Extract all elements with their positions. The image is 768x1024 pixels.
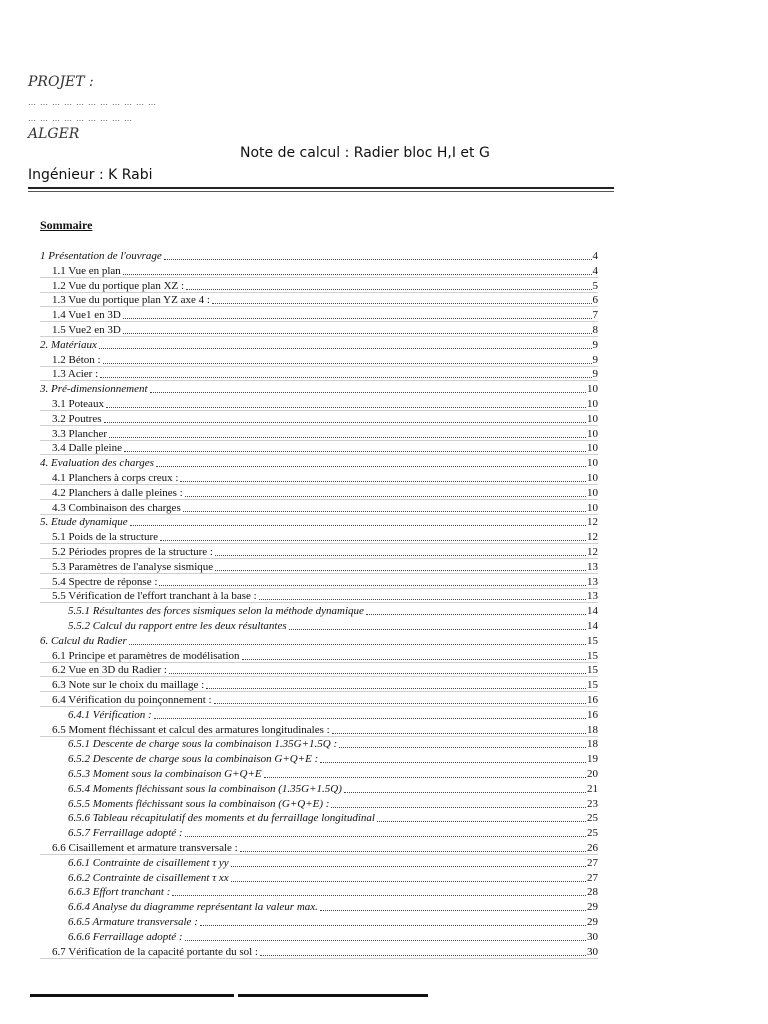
toc-entry[interactable]: [40, 780, 598, 795]
document-title: Note de calcul : Radier bloc H,I et G: [240, 145, 490, 161]
toc-entry-page: 10: [587, 472, 598, 484]
toc-entry-page: 15: [587, 679, 598, 692]
toc-entry-label: 5.4 Spectre de réponse :: [52, 575, 158, 588]
toc-dot-leader: [186, 288, 591, 290]
toc-entry-page: 30: [587, 945, 598, 958]
toc-entry-page: 13: [587, 560, 598, 573]
toc-dot-leader: [164, 258, 592, 260]
toc-entry-page: 8: [592, 324, 598, 336]
toc-entry[interactable]: [40, 528, 598, 544]
toc-entry-page: 20: [587, 768, 598, 780]
toc-entry-page: 12: [587, 531, 598, 544]
toc-entry[interactable]: [40, 410, 598, 426]
toc-dot-leader: [320, 761, 586, 763]
toc-entry[interactable]: [40, 928, 598, 943]
toc-entry[interactable]: [40, 365, 598, 381]
project-address-placeholder: … … … … … … … … …: [28, 114, 133, 123]
toc-entry[interactable]: [40, 291, 598, 307]
toc-dot-leader: [185, 495, 586, 497]
toc-entry[interactable]: [40, 395, 598, 411]
toc-entry-page: 9: [592, 368, 598, 381]
toc-entry-page: 10: [587, 457, 598, 470]
toc-entry-label: 6.5.4 Moments fléchissant sous la combinaison (1.35G+1.5Q): [68, 782, 342, 795]
project-name-placeholder: … … … … … … … … … … …: [28, 98, 157, 107]
toc-dot-leader: [156, 465, 586, 467]
toc-dot-leader: [104, 421, 587, 423]
toc-entry-page: 10: [587, 412, 598, 425]
toc-entry[interactable]: [40, 321, 598, 337]
toc-dot-leader: [154, 717, 586, 719]
toc-dot-leader: [124, 450, 586, 452]
toc-entry-label: 1.5 Vue2 en 3D: [52, 324, 121, 336]
toc-dot-leader: [106, 406, 586, 408]
toc-entry-page: 10: [587, 398, 598, 410]
toc-entry[interactable]: [40, 425, 598, 441]
toc-entry-page: 18: [587, 738, 598, 751]
toc-entry-label: 6.5.5 Moments fléchissant sous la combinaison (G+Q+E) :: [68, 797, 330, 810]
toc-entry-page: 10: [587, 383, 598, 396]
toc-entry-page: 30: [587, 930, 598, 943]
toc-dot-leader: [214, 702, 586, 704]
toc-dot-leader: [129, 643, 586, 645]
toc-entry[interactable]: [40, 869, 598, 884]
toc-entry-page: 13: [587, 575, 598, 588]
toc-dot-leader: [231, 880, 586, 882]
toc-entry-page: 6: [592, 294, 598, 307]
toc-entry-label: 5.5.1 Résultantes des forces sismiques selon la méthode dynamique: [68, 605, 364, 618]
toc-dot-leader: [185, 835, 586, 837]
toc-dot-leader: [289, 628, 586, 630]
toc-dot-leader: [206, 687, 586, 689]
toc-dot-leader: [240, 850, 586, 852]
toc-dot-leader: [339, 746, 586, 748]
toc-entry[interactable]: [40, 735, 598, 750]
toc-entry-page: 25: [587, 827, 598, 840]
toc-entry-label: 6.5.6 Tableau récapitulatif des moments et du ferraillage longitudinal: [68, 812, 375, 825]
toc-entry[interactable]: [40, 883, 598, 898]
toc-dot-leader: [185, 939, 586, 941]
toc-dot-leader: [331, 806, 586, 808]
toc-entry[interactable]: [40, 262, 598, 278]
toc-entry-page: 15: [587, 649, 598, 662]
footer-rule-right: [238, 994, 428, 997]
toc-entry[interactable]: [40, 513, 598, 528]
toc-entry[interactable]: [40, 691, 598, 707]
toc-entry[interactable]: [40, 617, 598, 632]
toc-dot-leader: [130, 524, 586, 526]
toc-entry[interactable]: [40, 647, 598, 663]
toc-entry[interactable]: [40, 336, 598, 351]
city-label: ALGER: [28, 126, 80, 142]
toc-entry-label: 5.2 Périodes propres de la structure :: [52, 546, 213, 558]
toc-dot-leader: [200, 924, 586, 926]
project-label: PROJET :: [28, 74, 94, 90]
toc-entry-page: 29: [587, 916, 598, 928]
toc-entry-page: 26: [587, 842, 598, 854]
toc-entry-page: 14: [587, 620, 598, 632]
toc-entry-page: 14: [587, 605, 598, 618]
toc-entry[interactable]: [40, 750, 598, 765]
toc-entry[interactable]: [40, 632, 598, 647]
toc-entry-label: 6.3 Note sur le choix du maillage :: [52, 679, 205, 692]
toc-entry[interactable]: [40, 898, 598, 913]
toc-entry-label: 1.3 Vue du portique plan YZ axe 4 :: [52, 294, 210, 307]
toc-entry-label: 4.3 Combinaison des charges: [52, 501, 181, 514]
toc-entry-page: 10: [587, 427, 598, 440]
toc-entry-page: 29: [587, 901, 598, 914]
toc-entry-page: 12: [587, 546, 598, 558]
toc-entry[interactable]: [40, 484, 598, 500]
toc-dot-leader: [169, 672, 586, 674]
toc-dot-leader: [123, 273, 592, 275]
toc-entry-label: 5.3 Paramètres de l'analyse sismique: [52, 560, 214, 573]
toc-entry-label: 1.4 Vue1 en 3D: [52, 309, 121, 322]
toc-dot-leader: [215, 569, 586, 571]
toc-dot-leader: [212, 302, 592, 304]
toc-entry-page: 16: [587, 708, 598, 721]
toc-entry[interactable]: [40, 247, 598, 262]
toc-entry-label: 6.6.1 Contrainte de cisaillement τ yy: [68, 856, 229, 869]
toc-entry-label: 6. Calcul du Radier: [40, 634, 127, 647]
toc-entry[interactable]: [40, 380, 598, 395]
toc-dot-leader: [150, 391, 586, 393]
toc-dot-leader: [160, 539, 586, 541]
toc-entry-label: 3.4 Dalle pleine: [52, 442, 122, 455]
toc-dot-leader: [99, 347, 592, 349]
toc-entry-label: 3. Pré-dimensionnement: [40, 383, 148, 396]
toc-entry[interactable]: [40, 854, 598, 869]
toc-entry-page: 15: [587, 664, 598, 677]
toc-entry-page: 13: [587, 590, 598, 603]
header-rule-thin: [28, 191, 614, 192]
toc-entry-page: 4: [592, 250, 598, 262]
toc-entry[interactable]: [40, 469, 598, 485]
toc-entry[interactable]: [40, 943, 598, 959]
toc-dot-leader: [109, 436, 586, 438]
toc-entry[interactable]: [40, 587, 598, 603]
toc-entry-label: 3.2 Poutres: [52, 412, 102, 425]
toc-entry-label: 6.5.2 Descente de charge sous la combinaison G+Q+E :: [68, 753, 319, 766]
toc-entry[interactable]: [40, 306, 598, 322]
toc-dot-leader: [159, 584, 586, 586]
toc-dot-leader: [123, 332, 592, 334]
toc-entry-page: 9: [592, 353, 598, 366]
toc-entry[interactable]: [40, 602, 598, 617]
toc-entry[interactable]: [40, 499, 598, 515]
toc-entry-page: 23: [587, 797, 598, 810]
toc-dot-leader: [215, 554, 586, 556]
toc-entry-label: 5.5.2 Calcul du rapport entre les deux résultantes: [68, 620, 287, 632]
toc-entry-label: 5.5 Vérification de l'effort tranchant à la base :: [52, 590, 257, 603]
toc-entry[interactable]: [40, 765, 598, 780]
toc-entry-label: 6.6.3 Effort tranchant :: [68, 886, 171, 899]
toc-entry-label: 3.1 Poteaux: [52, 398, 104, 410]
toc-entry-label: 3.3 Plancher: [52, 427, 107, 440]
toc-dot-leader: [242, 658, 586, 660]
toc-dot-leader: [231, 865, 586, 867]
toc-entry[interactable]: [40, 661, 598, 677]
toc-entry-label: 6.6 Cisaillement et armature transversale :: [52, 842, 238, 854]
toc-entry[interactable]: [40, 795, 598, 810]
toc-entry[interactable]: [40, 558, 598, 574]
toc-entry-page: 19: [587, 753, 598, 766]
toc-dot-leader: [259, 598, 586, 600]
toc-dot-leader: [377, 820, 586, 822]
toc-dot-leader: [180, 480, 586, 482]
footer-rule-left: [30, 994, 234, 997]
toc-entry-page: 10: [587, 442, 598, 455]
toc-entry-label: 6.4.1 Vérification :: [68, 708, 152, 721]
toc-entry-page: 25: [587, 812, 598, 825]
toc-entry-page: 18: [587, 723, 598, 736]
toc-entry-page: 10: [587, 486, 598, 499]
toc-entry-label: 1.2 Béton :: [52, 353, 101, 366]
toc-entry-label: 2. Matériaux: [40, 338, 97, 351]
toc-entry[interactable]: [40, 543, 598, 559]
toc-entry-label: 6.5.7 Ferraillage adopté :: [68, 827, 183, 840]
toc-entry-label: 4.1 Planchers à corps creux :: [52, 472, 179, 484]
toc-entry-label: 4.2 Planchers à dalle pleines :: [52, 486, 183, 499]
toc-entry-page: 4: [592, 264, 598, 277]
toc-entry-label: 1.2 Vue du portique plan XZ :: [52, 279, 185, 292]
toc-dot-leader: [332, 732, 586, 734]
toc-dot-leader: [260, 954, 586, 956]
toc-entry[interactable]: [40, 439, 598, 455]
toc-entry-label: 5.1 Poids de la structure: [52, 531, 159, 544]
toc-entry-label: 4. Evaluation des charges: [40, 457, 154, 470]
toc-dot-leader: [264, 776, 586, 778]
toc-entry-page: 9: [592, 338, 598, 351]
toc-entry-label: 6.6.5 Armature transversale :: [68, 916, 198, 928]
toc-entry[interactable]: [40, 706, 598, 721]
toc-entry-label: 6.5 Moment fléchissant et calcul des armatures longitudinales :: [52, 723, 330, 736]
toc-entry[interactable]: [40, 913, 598, 928]
summary-title: Sommaire: [40, 218, 93, 232]
toc-entry-page: 27: [587, 871, 598, 884]
toc-entry[interactable]: [40, 676, 598, 692]
toc-entry[interactable]: [40, 277, 598, 293]
toc-entry-page: 27: [587, 856, 598, 869]
toc-entry-label: 6.6.4 Analyse du diagramme représentant la valeur max.: [68, 901, 318, 914]
toc-entry-label: 6.7 Vérification de la capacité portante du sol :: [52, 945, 258, 958]
toc-entry-page: 10: [587, 501, 598, 514]
toc-dot-leader: [123, 317, 592, 319]
toc-entry-label: 1.1 Vue en plan: [52, 264, 121, 277]
toc-entry-label: 1.3 Acier :: [52, 368, 99, 381]
toc-entry[interactable]: [40, 839, 598, 855]
toc-entry-page: 12: [587, 516, 598, 529]
toc-entry-label: 6.5.1 Descente de charge sous la combinaison 1.35G+1.5Q :: [68, 738, 338, 751]
toc-entry-label: 6.4 Vérification du poinçonnement :: [52, 694, 212, 706]
toc-entry-page: 16: [587, 694, 598, 706]
toc-entry[interactable]: [40, 351, 598, 367]
toc-entry[interactable]: [40, 824, 598, 839]
toc-entry[interactable]: [40, 809, 598, 824]
toc-entry[interactable]: [40, 721, 598, 737]
toc-dot-leader: [320, 909, 586, 911]
toc-entry-label: 1 Présentation de l'ouvrage: [40, 250, 162, 262]
toc-entry-label: 5. Etude dynamique: [40, 516, 128, 529]
engineer-name: Ingénieur : K Rabi: [28, 167, 153, 183]
toc-entry-label: 6.6.2 Contrainte de cisaillement τ xx: [68, 871, 229, 884]
toc-entry-page: 21: [587, 782, 598, 795]
toc-entry-page: 15: [587, 634, 598, 647]
toc-dot-leader: [344, 791, 586, 793]
header-rule-thick: [28, 187, 614, 189]
toc-entry-page: 5: [592, 279, 598, 292]
toc-entry[interactable]: [40, 454, 598, 469]
toc-dot-leader: [103, 362, 592, 364]
toc-dot-leader: [366, 613, 586, 615]
toc-dot-leader: [183, 510, 586, 512]
toc-entry-label: 6.5.3 Moment sous la combinaison G+Q+E: [68, 768, 262, 780]
toc-entry[interactable]: [40, 573, 598, 589]
toc-entry-label: 6.1 Principe et paramètres de modélisation: [52, 649, 240, 662]
toc-entry-label: 6.6.6 Ferraillage adopté :: [68, 930, 183, 943]
toc-entry-label: 6.2 Vue en 3D du Radier :: [52, 664, 167, 677]
toc-dot-leader: [100, 376, 591, 378]
toc-dot-leader: [172, 894, 586, 896]
toc-entry-page: 7: [592, 309, 598, 322]
toc-entry-page: 28: [587, 886, 598, 899]
